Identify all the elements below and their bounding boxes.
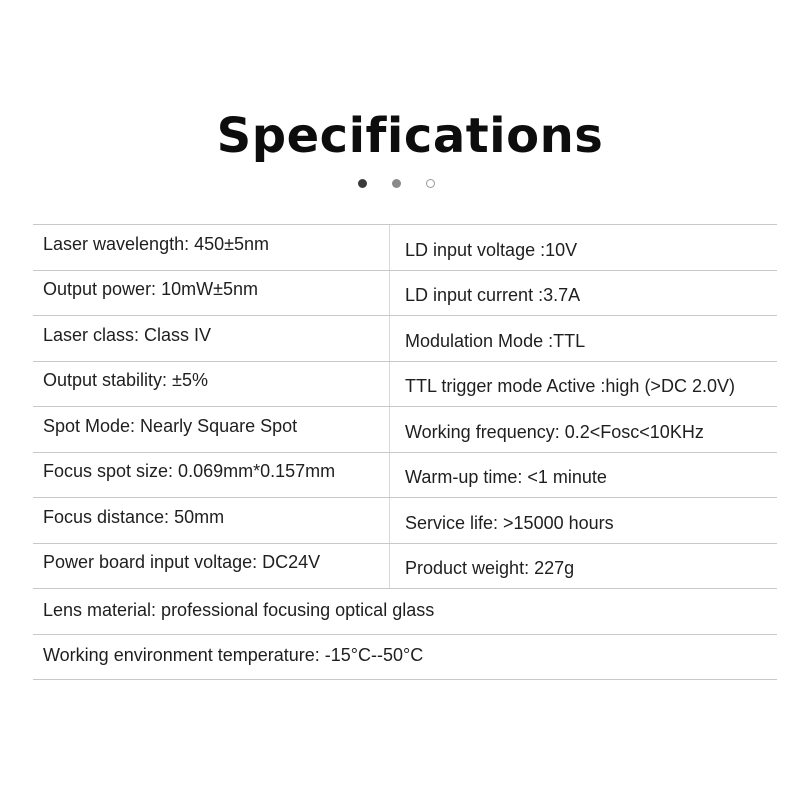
- carousel-dot-2[interactable]: [392, 179, 401, 188]
- spec-cell: Focus distance: 50mm: [43, 506, 225, 527]
- spec-row: [33, 225, 777, 271]
- spec-row: [33, 362, 777, 408]
- spec-row: [33, 453, 777, 499]
- spec-cell: Lens material: professional focusing optical glass: [43, 599, 435, 620]
- spec-cell: Service life: >15000 hours: [389, 498, 777, 543]
- spec-cell: Laser class: Class IV: [43, 324, 212, 345]
- spec-cell: Working frequency: 0.2<Fosc<10KHz: [389, 407, 777, 452]
- spec-cell: Warm-up time: <1 minute: [389, 453, 777, 498]
- spec-cell: LD input voltage :10V: [389, 225, 777, 270]
- page-title: Specifications: [216, 108, 604, 164]
- spec-cell: Modulation Mode :TTL: [389, 316, 777, 361]
- spec-row: [33, 271, 777, 317]
- spec-cell: Working environment temperature: -15°C--50°C: [43, 645, 424, 666]
- spec-cell: Product weight: 227g: [389, 544, 777, 589]
- spec-cell: LD input current :3.7A: [389, 271, 777, 316]
- spec-row: [33, 316, 777, 362]
- spec-row: [33, 544, 777, 590]
- spec-cell: Focus spot size: 0.069mm*0.157mm: [43, 461, 336, 482]
- spec-row: [33, 498, 777, 544]
- carousel-dot-1[interactable]: [358, 179, 367, 188]
- spec-cell: TTL trigger mode Active :high (>DC 2.0V): [389, 362, 777, 407]
- spec-cell: Spot Mode: Nearly Square Spot: [43, 415, 298, 436]
- spec-cell: Output power: 10mW±5nm: [43, 279, 258, 300]
- spec-row-full: [33, 589, 777, 635]
- specifications-table: [33, 224, 777, 680]
- carousel-dot-3[interactable]: [426, 179, 435, 188]
- spec-row-full: [33, 635, 777, 681]
- spec-cell: Laser wavelength: 450±5nm: [43, 233, 270, 254]
- carousel-indicator: [358, 179, 435, 188]
- spec-cell: Power board input voltage: DC24V: [43, 552, 321, 573]
- spec-cell: Output stability: ±5%: [43, 370, 208, 391]
- spec-row: [33, 407, 777, 453]
